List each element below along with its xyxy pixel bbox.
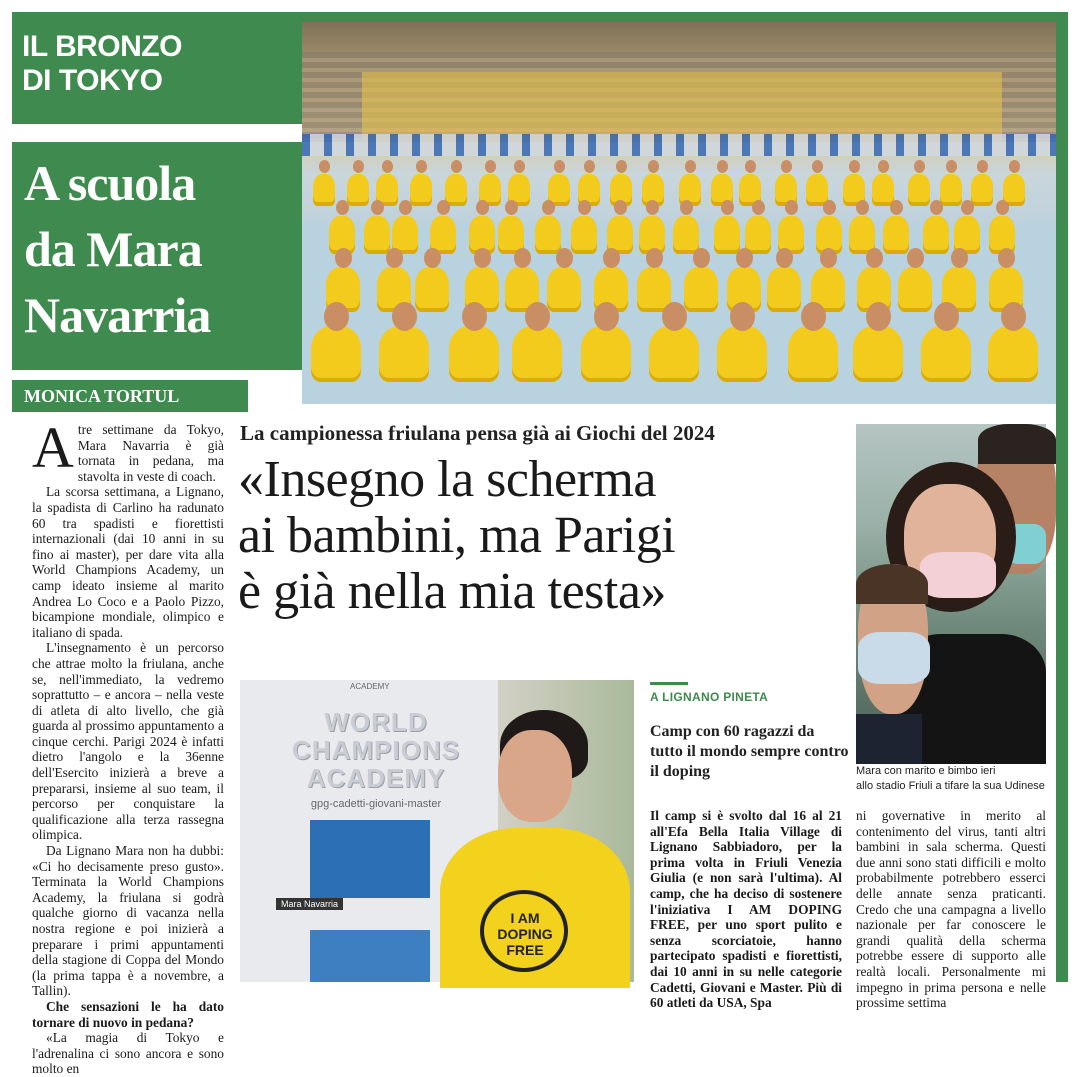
person-head [930,200,943,215]
article-title [24,150,294,348]
person-head [616,160,627,173]
dropcap: A [32,415,74,480]
person-head [648,160,659,173]
person-head [812,160,823,173]
person-figure [767,267,801,312]
body-column-middle: Il camp si è svolto dal 16 al 21 all'Efa Bella Italia Village di Lignano Sabbiadoro, per la prima volta in Friuli Venezia Giulia (e non sarà l'ultima). Al camp, che ha deciso di sostenere l'iniziativa I AM DOPING FREE, per uno sport pulito e senza scorciatoie, hanno partecipato spadisti e fiorettisti, dai 10 anni in su nelle categorie Cadetti, Giovani e Master. Più di 60 atleti da USA, Spa [650,808,842,1011]
person-head [371,200,384,215]
person-head [914,160,925,173]
person-head [680,200,693,215]
person-head [437,200,450,215]
banner-title: WORLD CHAMPIONS ACADEMY [292,707,460,793]
person-figure [410,174,432,206]
body-paragraph: L'insegnamento è un percorso che attrae molto la friulana, anche se, nell'immediato, la vedremo soprattutto – e ancora – nella veste di atleta di alto livello, che già guarda al prossimo appuntamento a cinque cerchi. Parigi 2024 è infatti dietro l'angolo e la 36enne dell'Esercito inizierà a breve a prepararsi, insieme al suo team, il percorso per conquistare la qualificazione alla terza rassegna olimpica. [32,640,224,843]
woman-figure [420,710,630,982]
child-hair [856,564,928,604]
headline-line-1: «Insegno la scherma [238,451,656,508]
person-head [856,200,869,215]
caption-line-1: Mara con marito e bimbo ieri [856,765,996,777]
person-head [823,200,836,215]
person-figure [921,326,971,382]
person-head [556,248,573,268]
body-column-left [32,415,224,1077]
person-figure [379,326,429,382]
person-figure [853,326,903,382]
person-head [890,200,903,215]
interview-question: Che sensazioni le ha dato tornare di nuovo in pedana? [32,998,224,1030]
person-head [730,302,755,331]
person-head [998,248,1015,268]
person-head [801,302,826,331]
person-figure [347,174,369,206]
body-paragraph [32,415,224,484]
person-head [951,248,968,268]
person-figure [923,216,949,254]
child-shirt [856,714,922,764]
person-head [878,160,889,173]
person-figure [788,326,838,382]
person-head [474,248,491,268]
person-figure [971,174,993,206]
person-figure [649,326,699,382]
body-paragraph: «La magia di Tokyo e l'adrenalina ci sono ancora e sono molto en [32,1030,224,1077]
inset-photo-mara [240,680,634,982]
person-figure [673,216,699,254]
banner-photo [310,820,430,898]
person-head [1001,302,1026,331]
person-head [584,160,595,173]
person-head [662,302,687,331]
person-head [514,248,531,268]
title-line-1: A scuola [24,155,196,211]
person-head [505,200,518,215]
person-head [542,200,555,215]
headline-line-2: ai bambini, ma Parigi [238,507,676,564]
person-figure [898,267,932,312]
right-green-rule [1056,12,1068,982]
headline-line-3: è già nella mia testa» [238,563,666,620]
photo-caption [856,764,1056,794]
byline: MONICA TORTUL [24,386,180,406]
person-figure [717,326,767,382]
banner-photo-lower [310,930,430,982]
person-figure [445,174,467,206]
person-head [977,160,988,173]
top-green-rule [12,12,1068,22]
person-figure [988,326,1038,382]
person-head [996,200,1009,215]
person-head [451,160,462,173]
person-figure [547,267,581,312]
child-mask [858,632,930,684]
woman-mask [920,552,996,598]
person-figure [311,326,361,382]
person-figure [940,174,962,206]
person-figure [745,216,771,254]
person-head [849,160,860,173]
person-head [386,248,403,268]
person-figure [535,216,561,254]
person-head [554,160,565,173]
person-head [781,160,792,173]
person-head [476,200,489,215]
person-head [382,160,393,173]
person-head [736,248,753,268]
banner-subtitle: gpg-cadetti-giovani-master [310,798,442,810]
person-figure [449,326,499,382]
person-figure [364,216,390,254]
location-rule [650,682,688,685]
body-paragraph: La scorsa settimana, a Lignano, la spadista di Carlino ha radunato 60 tra spadisti e fiorettisti internazionali (dai 10 anni in su fino ai master), per dare vita alla World Champions Academy, un camp ideato insieme al marito Andrea Lo Coco e a Paolo Pizzo, bicampione mondiale, olimpico e italiano di spada. [32,484,224,640]
person-head [392,302,417,331]
person-head [399,200,412,215]
banner-name-tag: Mara Navarria [276,898,343,910]
person-head [961,200,974,215]
caption-line-2: allo stadio Friuli a tifare la sua Udinese [856,780,1045,792]
person-head [462,302,487,331]
person-head [866,302,891,331]
main-photo-group [302,22,1056,404]
location-label: A LIGNANO PINETA [650,690,769,704]
person-figure [313,174,335,206]
person-head [514,160,525,173]
body-column-right: ni governative in merito al contenimento del virus, tanti altri bambini in sala scherma. Questi due anni sono stati difficili e molto probabilmente potrebbero esserci delle annate senza praticanti. Credo che una campagna a livello nazionale per far conoscere le grandi qualità della scherma potrebbe essere di supporto alle realtà locali. Personalmente mi impegno in prima persona e nelle prossime settima [856,808,1046,1011]
person-head [934,302,959,331]
side-headline: Camp con 60 ragazzi da tutto il mondo sempre contro il doping [650,723,849,780]
shirt-logo-text: I AM DOPING FREE [497,910,553,958]
person-head [866,248,883,268]
person-head [603,248,620,268]
kicker-line-1: IL BRONZO [22,30,182,63]
person-head [336,200,349,215]
person-head [776,248,793,268]
person-figure [571,216,597,254]
person-head [324,302,349,331]
person-head [907,248,924,268]
person-figure [714,216,740,254]
person-head [485,160,496,173]
face [498,730,572,822]
person-head [353,160,364,173]
person-figure [684,267,718,312]
person-head [614,200,627,215]
kicker-line-2: DI TOKYO [22,64,163,97]
person-head [685,160,696,173]
person-figure [581,326,631,382]
person-figure [512,326,562,382]
person-head [424,248,441,268]
banner-top-text: ACADEMY [350,682,390,691]
person-figure [883,216,909,254]
person-head [693,248,710,268]
family-photo [856,424,1046,758]
title-line-3: Navarria [24,287,211,343]
person-head [525,302,550,331]
person-head [594,302,619,331]
man-hair [978,424,1056,464]
headline [238,452,838,620]
person-figure [908,174,930,206]
person-figure [415,267,449,312]
person-head [319,160,330,173]
person-head [946,160,957,173]
person-head [646,248,663,268]
person-head [745,160,756,173]
person-head [717,160,728,173]
person-head [721,200,734,215]
photo-crowd [302,142,1056,404]
person-head [1009,160,1020,173]
person-head [752,200,765,215]
person-head [785,200,798,215]
body-paragraph: Da Lignano Mara non ha dubbi: «Ci ho decisamente preso gusto». Terminata la World Champions Academy, la friulana si godrà qualche giorno di vacanza nella nostra regione e poi inizierà a preparare i primi appuntamenti della stagione di Coppa del Mondo (la prima tappa è a novembre, a Tallin). [32,843,224,999]
person-head [335,248,352,268]
person-head [820,248,837,268]
person-head [646,200,659,215]
title-line-2: da Mara [24,221,202,277]
kicker [22,30,292,98]
person-head [416,160,427,173]
photo-wall [362,72,1002,142]
body-text: tre settimane da Tokyo, Mara Navarria è già tornata in pedana, ma stavolta in veste di coach. [77,422,224,484]
subheadline: La campionessa friulana pensa già ai Giochi del 2024 [240,421,715,445]
person-head [578,200,591,215]
person-figure [872,174,894,206]
